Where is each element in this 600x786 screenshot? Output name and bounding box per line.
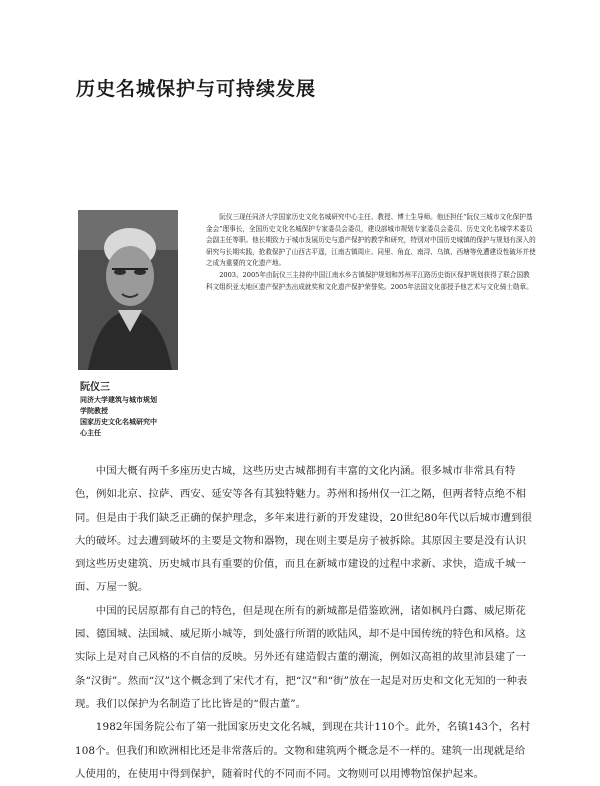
- author-bio: [206, 212, 536, 293]
- article-title: 历史名城保护与可持续发展: [76, 78, 317, 100]
- body-paragraph: 中国的民居原都有自己的特色，但是现在所有的新城都是借鉴欧洲，诸如枫丹白露、威尼斯花园、德国城、法国城、威尼斯小城等，到处盛行所谓的欧陆风，却不是中国传统的特色和风格。这实际上是对自己风格的不自信的反映。另外还有建造假古董的潮流，例如汉高祖的故里沛县建了一条“汉街”。然而“汉”这个概念到了宋代才有，把“汉”和“街”放在一起是对历史和文化无知的一种表现。我们以保护为名制造了比比皆是的“假古董”。: [75, 604, 528, 710]
- bio-paragraph: 2003、2005年由阮仪三主持的中国江南水乡古镇保护规划和苏州平江路历史街区保护规划获得了联合国教科文组织亚太地区遗产保护杰出成就奖和文化遗产保护荣誉奖。2005年法国文化部授予他艺术与文化骑士勋章。: [206, 270, 533, 291]
- author-affiliation-line: 学院教授: [80, 406, 108, 415]
- bio-paragraph: 阮仪三现任同济大学国家历史文化名城研究中心主任、教授、博士生导师。他还担任“阮仪三城市文化保护基金会”理事长，全国历史文化名城保护专家委员会委员，建设部城市规划专家委员会委员、历史文化名城学术委员会副主任等职。他长期致力于城市发展历史与遗产保护的教学和研究，特别对中国历史城镇的保护与规划有深入的研究与长期实践，抢救保护了山西古平遥，江南古镇周庄、同里、角直、南浔、乌镇、西塘等免遭建设性破坏并使之成为重要的文化遗产地。: [206, 213, 536, 268]
- author-affiliation: [80, 394, 200, 438]
- author-photo: [78, 210, 178, 370]
- author-affiliation-line: 国家历史文化名城研究中: [80, 417, 157, 426]
- body-paragraph: 中国大概有两千多座历史古城，这些历史古城都拥有丰富的文化内涵。很多城市非常具有特色，例如北京、拉萨、西安、延安等各有其独特魅力。苏州和扬州仅一江之隔，但两者特点绝不相同。但是由于我们缺乏正确的保护理念，多年来进行新的开发建设，20世纪80年代以后城市遭到很大的破坏。过去遭到破坏的主要是文物和器物，现在则主要是房子被拆除。其原因主要是没有认识到这些历史建筑、历史城市具有重要的价值，而且在新城市建设的过程中求新、求快，造成千城一面、万屋一貌。: [75, 465, 532, 594]
- author-affiliation-line: 心主任: [80, 428, 101, 437]
- author-affiliation-line: 同济大学建筑与城市规划: [80, 395, 157, 404]
- body-paragraph: 1982年国务院公布了第一批国家历史文化名城，到现在共计110个。此外，名镇143个，名村108个。但我们和欧洲相比还是非常落后的。文物和建筑两个概念是不一样的。建筑一出现就是给人使用的，在使用中得到保护，随着时代的不同而不同。文物则可以用博物馆保护起来。: [75, 721, 531, 780]
- author-portrait-image: [78, 210, 178, 370]
- article-body: [75, 460, 535, 786]
- author-name: 阮仪三: [80, 382, 110, 393]
